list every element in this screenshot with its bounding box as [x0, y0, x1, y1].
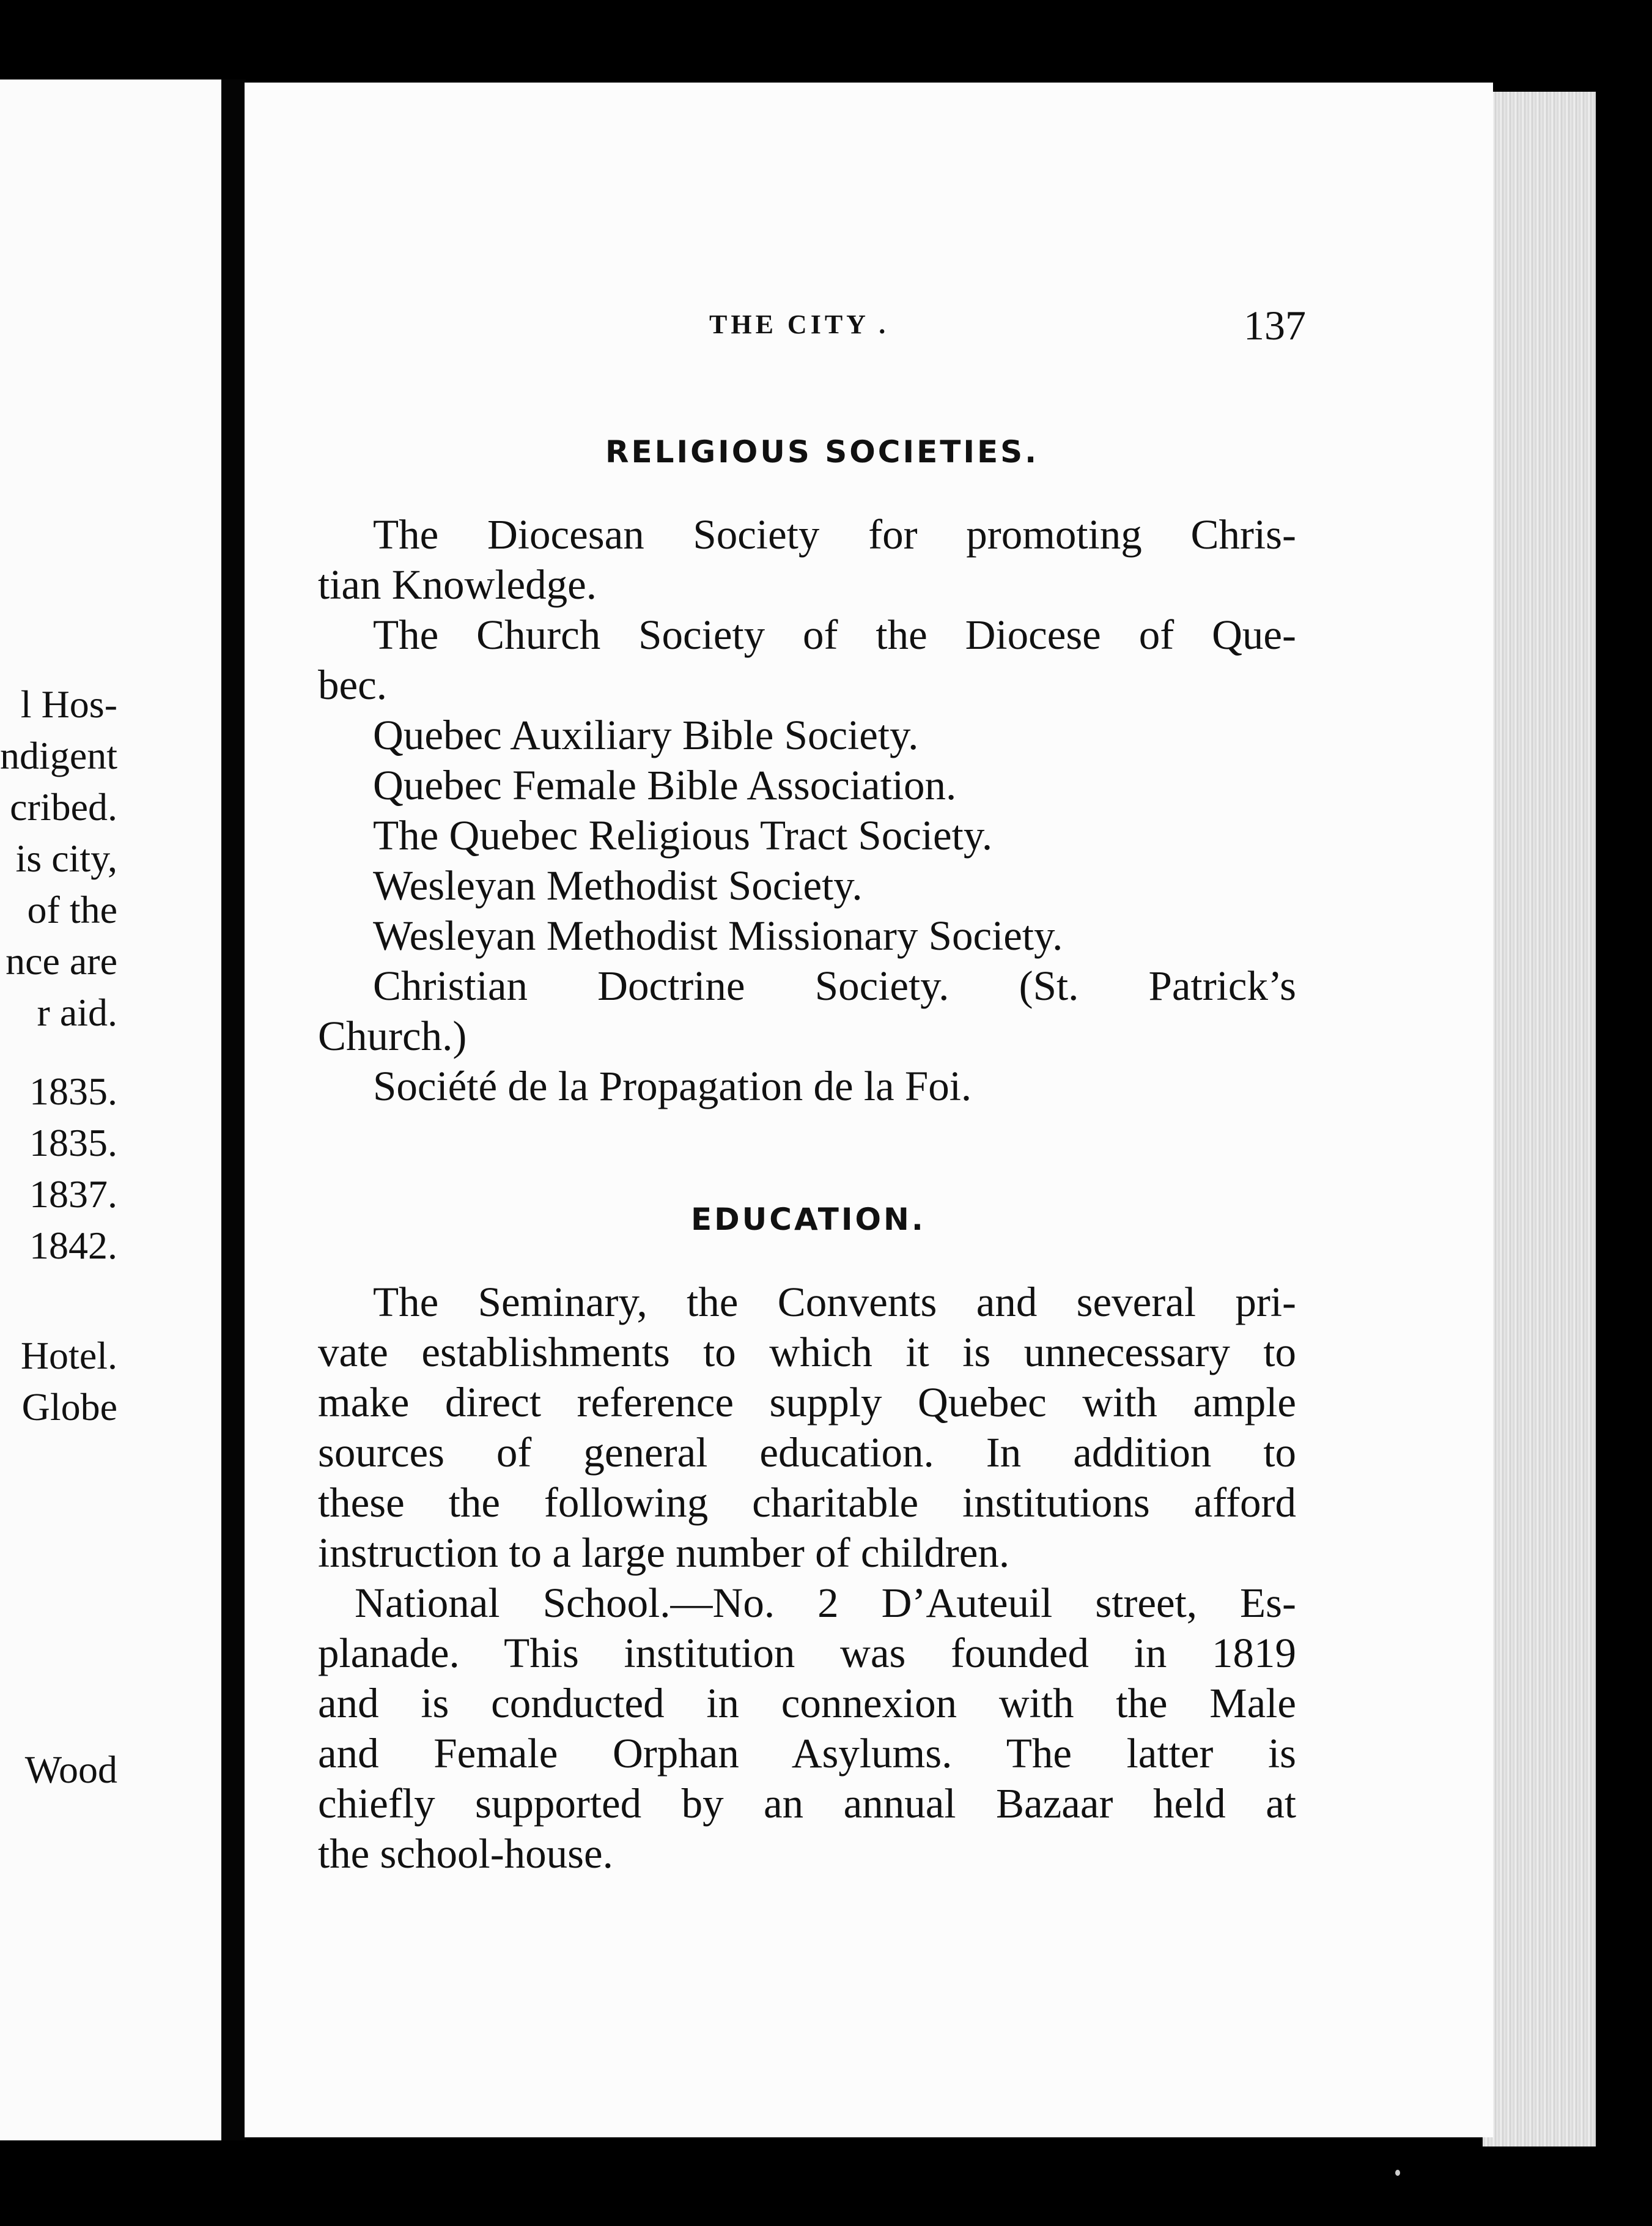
- text-line: The Seminary, the Convents and several pri-: [373, 1279, 1296, 1325]
- section-heading-education: EDUCATION.: [691, 1202, 926, 1237]
- left-page-line: 1842.: [29, 1224, 117, 1267]
- text-line: Quebec Auxiliary Bible Society.: [373, 712, 919, 758]
- left-page-line: Wood: [24, 1748, 117, 1791]
- book-gutter: [221, 80, 246, 2140]
- text-line: Wesleyan Methodist Missionary Society.: [373, 912, 1063, 959]
- left-page-line: 1835.: [29, 1070, 117, 1113]
- left-page-line: is city,: [15, 837, 117, 880]
- text-line: instruction to a large number of children.: [318, 1529, 1010, 1576]
- left-page-line: of the: [27, 888, 117, 931]
- left-page-line: 1835.: [29, 1121, 117, 1164]
- text-line: Société de la Propagation de la Foi.: [373, 1063, 972, 1109]
- text-line: The Church Society of the Diocese of Que-: [373, 612, 1296, 658]
- text-line: tian Knowledge.: [318, 561, 597, 608]
- section-heading-religious: RELIGIOUS SOCIETIES.: [605, 434, 1039, 470]
- text-line: bec.: [318, 662, 388, 708]
- text-line: these the following charitable institutions afford: [318, 1479, 1296, 1526]
- left-page-line: l Hos-: [20, 682, 117, 726]
- left-page-fragment: [0, 80, 226, 2140]
- left-page-line: nce are: [6, 939, 117, 983]
- left-page-line: ndigent: [0, 734, 117, 777]
- text-line: Christian Doctrine Society. (St. Patrick’s: [373, 963, 1296, 1009]
- text-line: National School.—No. 2 D’Auteuil street, Es-: [355, 1580, 1296, 1626]
- text-line: and Female Orphan Asylums. The latter is: [318, 1730, 1296, 1777]
- left-page-line: r aid.: [37, 991, 117, 1034]
- text-line: and is conducted in connexion with the Male: [318, 1680, 1296, 1726]
- text-line: Quebec Female Bible Association.: [373, 762, 957, 808]
- text-line: vate establishments to which it is unnecessary to: [318, 1329, 1296, 1375]
- left-page-line: cribed.: [10, 785, 117, 829]
- text-line: The Quebec Religious Tract Society.: [373, 812, 993, 859]
- page-number: 137: [1244, 302, 1306, 349]
- text-line: make direct reference supply Quebec with ample: [318, 1379, 1296, 1425]
- text-line: Wesleyan Methodist Society.: [373, 862, 863, 909]
- text-line: Church.): [318, 1013, 467, 1059]
- page-edges: [1483, 92, 1596, 2146]
- text-line: the school-house.: [318, 1830, 613, 1877]
- right-page: [245, 83, 1493, 2137]
- text-line: The Diocesan Society for promoting Chris-: [373, 511, 1296, 558]
- left-page-line: Hotel.: [20, 1334, 117, 1377]
- left-page-line: Globe: [21, 1385, 117, 1429]
- left-page-line: 1837.: [29, 1172, 117, 1216]
- running-head: THE CITY .: [709, 309, 890, 339]
- scan-speck: [1395, 2170, 1400, 2176]
- text-line: planade. This institution was founded in 1819: [318, 1630, 1296, 1676]
- text-line: chiefly supported by an annual Bazaar held at: [318, 1780, 1296, 1827]
- text-line: sources of general education. In addition to: [318, 1429, 1296, 1476]
